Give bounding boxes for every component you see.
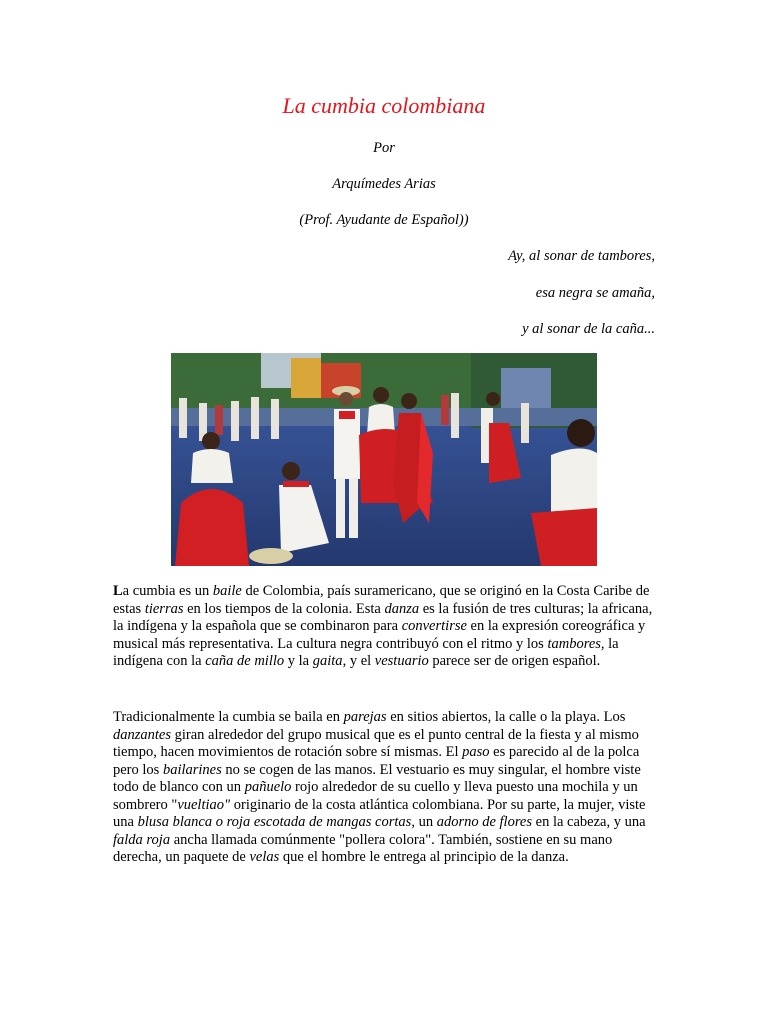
para2-emph-1: parejas [343, 709, 387, 725]
para2-text-7: originario de la costa atlántica colombiana. Por su parte, la mujer, viste una [113, 796, 646, 830]
para2-emph-6: vueltiao" [177, 796, 231, 813]
epigraph-line-1: Ay, al sonar de tambores, [508, 248, 655, 264]
para2-emph-3: paso [462, 744, 490, 760]
para1-text-3: en los tiempos de la colonia. Esta [183, 600, 385, 617]
para1-emph-1: baile [212, 583, 242, 599]
para2-emph-10: velas [249, 849, 280, 865]
para2-text-6: rojo alrededor de su cuello y lleva puesto una mochila y un sombrero " [113, 779, 638, 813]
para1-emph-7: gaita [312, 653, 343, 669]
para2-emph-8: adorno de flores [436, 814, 533, 830]
para2-text-3: giran alrededor del grupo musical que es el punto central de la fiesta y al mismo tiempo, hacen movimientos de rotación sobre sí mismas. El [113, 726, 639, 760]
para1-text-2: de Colombia, país suramericano, que se originó en la Costa Caribe de estas [113, 583, 650, 617]
byline-por: Por [373, 140, 395, 156]
para1-emph-3: danza [384, 600, 420, 617]
cumbia-dancers-photo [171, 353, 597, 566]
para2-text-4: es parecido al de la polca pero los [113, 744, 640, 778]
para2-text-1: Tradicionalmente la cumbia se baila en [113, 709, 344, 725]
para1-emph-2: tierras [144, 600, 184, 617]
para2-emph-2: danzantes [113, 726, 171, 743]
para2-emph-7: blusa blanca o roja escotada de mangas cortas [137, 814, 412, 830]
para2-emph-9: falda roja [113, 831, 171, 848]
paragraph-1 [113, 583, 658, 671]
para2-text-2: en sitios abiertos, la calle o la playa. Los [386, 709, 626, 725]
para2-emph-5: pañuelo [244, 779, 292, 795]
author-affiliation: (Prof. Ayudante de Español)) [299, 212, 469, 228]
para1-emph-6: caña de millo [205, 653, 285, 669]
para2-text-10: ancha llamada comúnmente "pollera colora". También, sostiene en su mano derecha, un paquete de [113, 831, 613, 865]
photo-illustration [171, 353, 597, 566]
epigraph-line-2: esa negra se amaña, [535, 285, 655, 301]
para1-text-8: , y el [342, 653, 375, 669]
para1-emph-4: convertirse [401, 618, 467, 634]
para1-text-1: a cumbia es un [122, 583, 213, 599]
para2-text-5: no se cogen de las manos. El vestuario es muy singular, el hombre viste todo de blanco con un [113, 761, 641, 795]
para1-text-6: , la indígena con la [113, 635, 619, 669]
para2-text-9: en la cabeza, y una [532, 814, 646, 830]
para1-text-5: en la expresión coreográfica y musical más representativa. La cultura negra contribuyó con el ritmo y los [113, 618, 646, 652]
para1-text-9: parece ser de origen español. [428, 653, 601, 669]
page-title: La cumbia colombiana [282, 93, 486, 118]
para1-emph-5: tambores [547, 635, 601, 652]
para1-text-7: y la [284, 653, 313, 669]
epigraph-line-3: y al sonar de la caña... [522, 321, 655, 337]
drop-letter: L [113, 583, 123, 599]
para2-text-8: , un [411, 814, 437, 830]
para1-emph-8: vestuario [374, 653, 429, 669]
para2-emph-4: bailarines [162, 761, 222, 778]
para2-text-11: que el hombre le entrega al principio de la danza. [279, 849, 569, 865]
para1-text-4: es la fusión de tres culturas; la africana, la indígena y la española que se combinaron para [113, 600, 653, 634]
author-name: Arquímedes Arias [332, 176, 436, 192]
paragraph-2 [113, 709, 658, 867]
